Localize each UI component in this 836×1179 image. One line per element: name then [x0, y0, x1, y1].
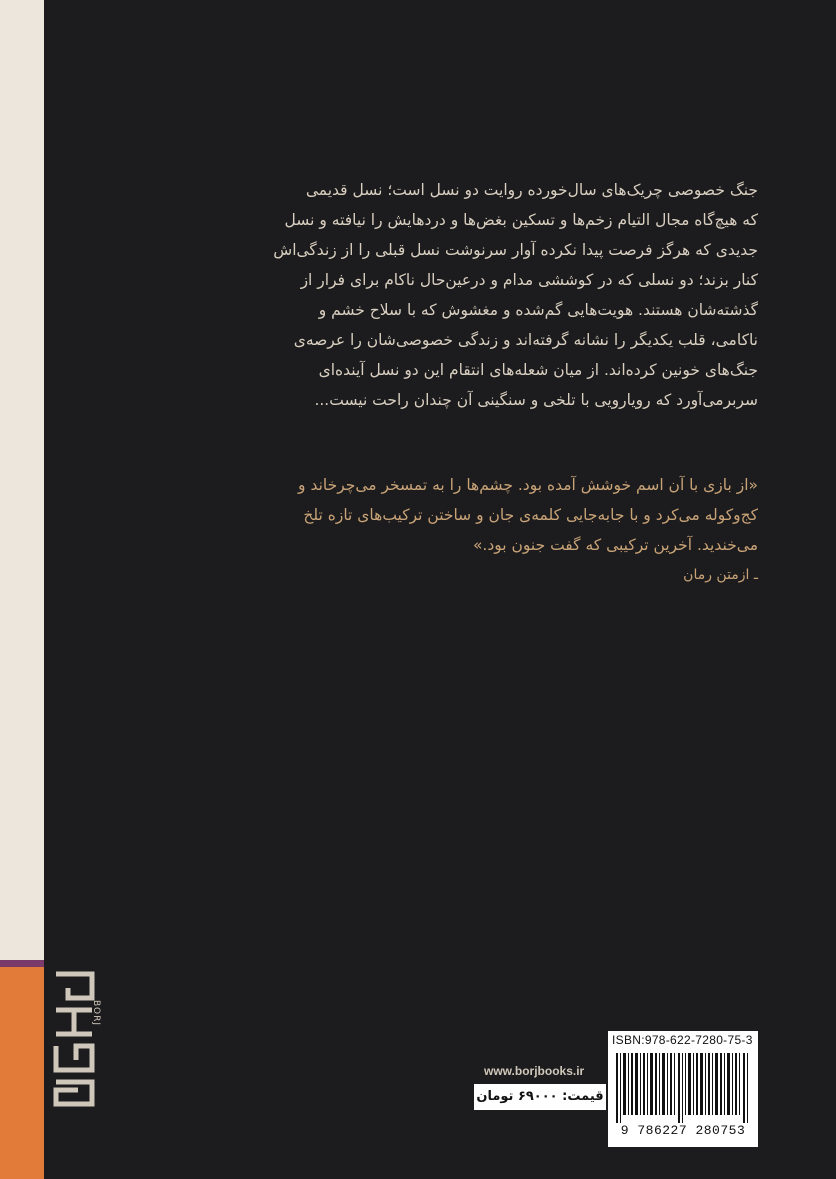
- isbn-barcode-block: [608, 1031, 758, 1147]
- excerpt-quote: [220, 470, 758, 560]
- synopsis-line: که هیچ‌گاه مجال التیام زخم‌ها و تسکین بغض‌ها و دردهایش را نیافته و نسل: [284, 211, 758, 229]
- synopsis-line: گذشته‌شان هستند. هویت‌هایی گم‌شده و مغشوش که با سلاح خشم و: [318, 301, 758, 319]
- synopsis-line: جدیدی که هرگز فرصت پیدا نکرده آوار سرنوشت نسل قبلی را از زندگی‌اش: [273, 241, 758, 259]
- quote-source: ـ ازمتن رمان: [683, 567, 758, 583]
- quote-line: می‌خندید. آخرین ترکیبی که گفت جنون بود.»: [472, 536, 758, 554]
- publisher-logo-text: BORJ: [91, 1000, 101, 1027]
- synopsis-line: کنار بزند؛ دو نسلی که در کوششی مدام و درعین‌حال ناکام برای فرار از: [300, 271, 758, 289]
- quote-line: «از بازی با آن اسم خوشش آمده بود. چشم‌ها را به تمسخر می‌چرخاند و: [298, 476, 758, 494]
- synopsis-line: ناکامی، قلب یکدیگر را نشانه گرفته‌اند و زندگی خصوصی‌شان را عرصه‌ی: [293, 331, 758, 349]
- publisher-website: www.borjbooks.ir: [484, 1064, 585, 1078]
- synopsis-line: سربرمی‌آورد که رویارویی با تلخی و سنگینی آن چندان راحت نیست...: [314, 391, 758, 409]
- spine-accent-band: [0, 967, 44, 1179]
- barcode-number: 9 786227 280753: [620, 1123, 746, 1138]
- synopsis-line: جنگ‌های خونین کرده‌اند. از میان شعله‌های انتقام این دو نسل آینده‌ای: [318, 361, 758, 379]
- barcode-icon: [614, 1053, 752, 1123]
- spine-accent-stripe: [0, 960, 44, 967]
- isbn-label: ISBN:978-622-7280-75-3: [612, 1033, 753, 1047]
- price-label: قیمت: ۶۹۰۰۰ تومان: [474, 1084, 606, 1110]
- publisher-logo-icon: [52, 968, 96, 1108]
- synopsis-line: جنگ خصوصی چریک‌های سال‌خورده روایت دو نسل است؛ نسل قدیمی: [305, 181, 758, 199]
- quote-line: کج‌وکوله می‌کرد و با جابه‌جایی کلمه‌ی جان و ساختن ترکیب‌های تازه تلخ: [303, 506, 758, 524]
- synopsis-text: [220, 175, 758, 415]
